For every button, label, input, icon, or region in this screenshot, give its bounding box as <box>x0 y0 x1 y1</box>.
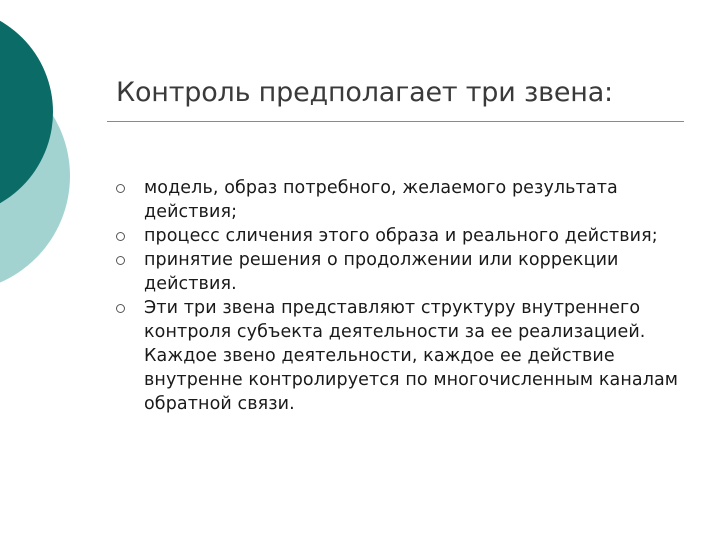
decorative-circles <box>0 0 120 300</box>
bullet-text: процесс сличения этого образа и реального действия; <box>144 226 658 246</box>
bullet-text: модель, образ потребного, желаемого результата действия; <box>144 178 618 222</box>
bullet-text: Эти три звена представляют структуру внутреннего контроля субъекта деятельности за ее реализацией. Каждое звено деятельности, каждое ее действие внутренне контролируется по многочисленным каналам обратной связи. <box>144 298 679 414</box>
slide-title: Контроль предполагает три звена: <box>116 77 613 108</box>
circle-bullet-icon <box>116 304 125 313</box>
bullet-item <box>116 176 686 224</box>
bullet-list <box>116 176 686 416</box>
bullet-item <box>116 224 686 248</box>
circle-bullet-icon <box>116 232 125 241</box>
bullet-item <box>116 248 686 296</box>
title-divider <box>107 121 684 122</box>
circle-bullet-icon <box>116 256 125 265</box>
bullet-item <box>116 296 686 416</box>
bullet-text: принятие решения о продолжении или коррекции действия. <box>144 250 619 294</box>
circle-bullet-icon <box>116 184 125 193</box>
